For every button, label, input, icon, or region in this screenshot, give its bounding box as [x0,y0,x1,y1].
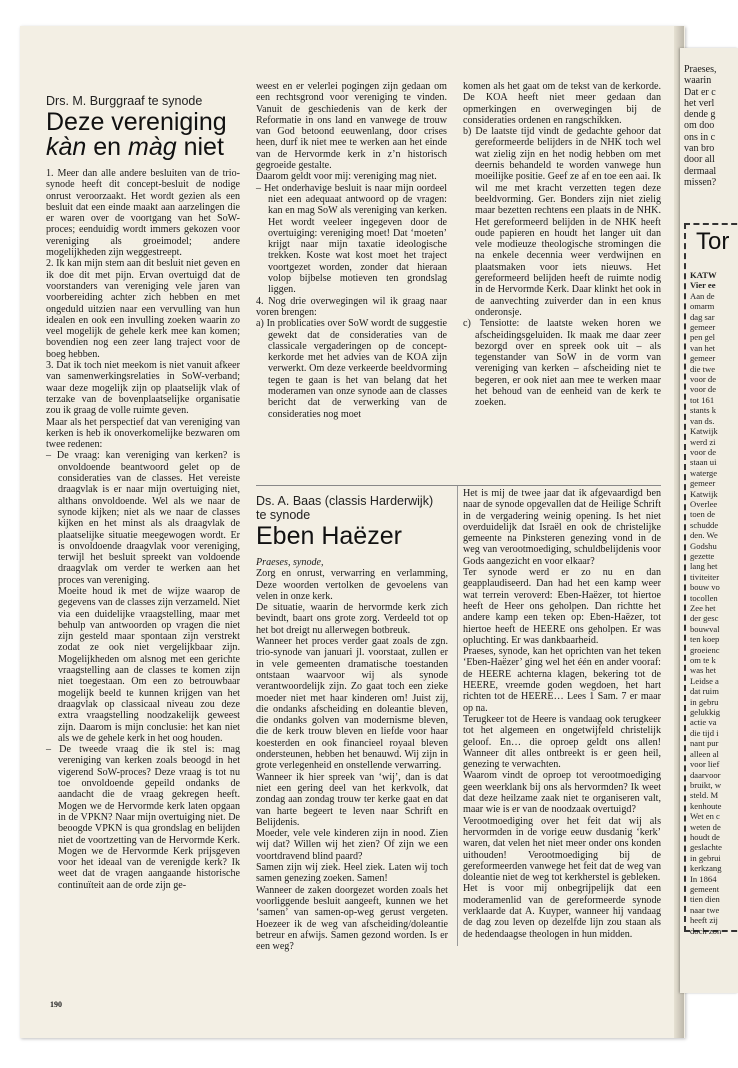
text-line: van ds. [690,415,715,426]
page-number: 190 [50,1000,62,1009]
text-line: omarm [690,301,715,312]
text-line: doch zon [690,925,722,936]
text-line: ons in c [684,131,716,143]
text-line: dermaal [684,165,717,177]
paragraph: Maar als het perspectief dat van vereniging van kerken is heb ik onoverkomelijke bezwaren om twee redenen: [46,416,240,451]
text-line: tiviteiter [690,571,720,582]
paragraph: Moeite houd ik met de wijze waarop de gegevens van de classes zijn verzameld. Niet via een duidelijke vraagstelling, maar met behulp van antwoorden op vragen die niet zijn gesteld maar spontaan zijn verstrekt zodat ze ook niet vergelijkbaar zijn. Mogelijkheden om alsnog met een gerichte vraagstelling aan de classes te komen zijn niet toegestaan. Om een zo betrouwbaar mogelijk beeld te kunnen krijgen van het draagvlak op classicaal niveau zou deze extra vraagstelling noodzakelijk geweest zijn. Daarom is mijn conclusie: het kan niet als we de gehele kerk in het oog houden. [58,585,240,744]
list-paragraph: a) In problicaties over SoW wordt de suggestie gewekt dat de consideraties van de classicale vergaderingen op de concept-kerkorde met het advies van de KOA zijn verwerkt. Om deze verkeerde beeldvorming tegen te gaan is het van belang dat het moderamen van onze synode aan de classes bericht dat de verwerking van de consideraties nog moet [256,318,447,420]
text-line: Leidse a [690,675,719,686]
text-line: geslachte [690,842,722,853]
text-line: tocollen [690,592,718,603]
text-line: Praeses, [684,64,717,75]
text-line: om te k [690,655,716,666]
text-line: dende g [684,109,716,121]
magazine-page [20,26,685,1038]
paragraph: Het is mij de twee jaar dat ik afgevaardigd ben naar de synode opgevallen dat de Heilige Schrift in de vergadering weinig opening. Is het niet overduidelijk dat Israël en ook de christelijke gemeente na Pinksteren genezing vond in de weg van verootmoediging, schuldbelijdenis voor Gods aangezicht en voor elkaar? [463,488,661,567]
paragraph: weest en er velerlei pogingen zijn gedaan om een rechtsgrond voor vereniging te vinden. Vanuit de geschiedenis van de kerk der Reformatie in ons land en vanwege de trouw van God betoond eeuwenlang, door crises heen, durf ik niet mee te werken aan het einde van de Hervormde kerk in z’n historisch gegroeide gestalte. [256,81,447,172]
headline-niet: niet [176,133,224,161]
text-line: Aan de [690,290,715,301]
text-line: KATW [690,270,717,280]
paragraph: Moeder, vele vele kinderen zijn in nood. Zien wij dat? Willen wij het zien? Of zijn we een voortdravend blind paard? [256,828,448,862]
text-line: door all [684,154,715,166]
text-line: gemeent [690,883,720,894]
text-line: groeienc [690,644,720,655]
text-line: missen? [684,176,717,188]
article1-byline: Drs. M. Burggraaf te synode [46,94,203,108]
paragraph: Samen zijn wij ziek. Heel ziek. Laten wij toch samen genezing zoeken. Samen! [256,862,448,885]
text-line: Dat er c [684,86,716,98]
paragraph: Daarom geldt voor mij: vereniging mag niet. [256,171,437,183]
article-separator-rule [256,485,661,486]
headline-en: en [86,133,129,161]
text-line: gelukkig [690,707,721,718]
text-line: heeft zij [690,915,718,926]
text-line: waterge [690,467,718,478]
article1-column-1 [46,94,240,891]
headline-kan: kàn [46,133,87,161]
text-line: het verl [684,97,715,109]
article2-column-1 [256,494,448,952]
list-paragraph: b) De laatste tijd vindt de gedachte gehoor dat gereformeerde belijders in de NHK toch wel wat zielig zijn en het nodig hebben om met deernis behandeld te worden vanwege hun moeilijke positie. Geef ze af en toe een aai. Ik wil me met kracht verzetten tegen deze beeldvorming. Ger. Bonders zijn niet zielig maar bezetten rechtens een plaats in de NHK. Het gereformeerd belijden in de NHK heeft oude papieren en houdt het langer uit dan vele modieuze theologische stromingen die na enkele decennia weer verdwijnen en plaatsmaken voor iets nieuws. Het gereformeerd belijden heeft de ruimte nodig in de Hervormde Kerk. Daar klinkt het ook in de aanvechting zuiverder dan in een knus onderonsje. [463,126,661,318]
text-line: nant pur [690,738,719,749]
text-line: kerkzang [690,863,722,874]
article1-column-2 [256,81,447,420]
paragraph: 2. Ik kan mijn stem aan dit besluit niet geven en ik doe dit met pijn. Ervan overtuigd dat de voorstanders van vereniging vele jaren van voorbereiding achter zich hebben en met ongeduld uitzien naar een vervulling van hun idealen en ook een invulling zoeken waarin zo veel mogelijk de gehele kerk mee kan komen; bovendien nog een zeer lang traject voor de boeg hebben. [46,258,240,360]
text-line: voor de [690,446,717,457]
text-line: Katwijk [690,488,718,499]
facing-page-fragment [680,48,738,993]
text-line: pen gel [690,332,716,343]
paragraph: Ter synode werd er zo nu en dan geapplaudiseerd. Dan had het een kamp weer wat terrein veroverd: Eben-Haëzer, tot hiertoe heeft de Heer ons geholpen. Dan richtte het andere kamp een teken op: Eben-Haëzer, tot hiertoe heeft de HEERE ons geholpen. Er was opluchting. Er was dankbaarheid. [463,567,661,646]
text-line: steld. M [690,790,719,801]
text-line: die tijd i [690,727,719,738]
text-line: in gebru [690,696,719,707]
paragraph: De situatie, waarin de hervormde kerk zich bevindt, baart ons grote zorg. Verdeeld tot op het bot dreigt nu allerwegen botbreuk. [256,602,448,636]
facing-page-box-headline: Tor [696,228,730,255]
paragraph: Wanneer de zaken doorgezet worden zoals het voorliggende besluit aangeeft, kunnen we het ‘samen’ van samen-op-weg gerust vergeten. Hoezeer ik de weg van afscheiding/doleantie betreur en afwijs. Samen gezond worden. Is er een weg? [256,884,448,953]
text-line: Katwijk [690,426,718,437]
text-line: gemeer [690,322,716,333]
text-line: werd zi [690,436,716,447]
text-line: actie va [690,717,717,728]
text-line: waarin [684,75,712,87]
text-line: houdt de [690,831,720,842]
text-line: Zee het [690,603,716,613]
text-line: bouwval [690,623,720,634]
text-line: gezette [690,550,715,561]
text-line: dag sar [690,311,715,322]
text-line: staan ui [690,457,717,468]
paragraph: komen als het gaat om de tekst van de kerkorde. De KOA heeft niet meer gedaan dan opmerkingen en overwegingen bij de consideraties ordenen en rangschikken. [463,81,661,126]
paragraph: 1. Meer dan alle andere besluiten van de trio-synode heeft dit concept-besluit de nodige onrust veroorzaakt. Het wordt gezien als een besluit dat een einde maakt aan aarzelingen die er waren over de voortgang van het SoW-proces; eenduidig wordt immers gekozen voor vereniging als groeimodel; andere mogelijkheden zijn weggestreept. [46,168,240,259]
text-line: stants k [690,405,717,416]
paragraph: 4. Nog drie overwegingen wil ik graag naar voren brengen: [256,295,447,318]
paragraph: 3. Dat ik toch niet meekom is niet vanuit afkeer van samenwerkingsrelaties in SoW-verband; waar deze mogelijk zijn op plaatselijk vlak of terzake van de bovenplaatselijke organisatie zou ik graag de volle ruimte geven. [46,360,240,417]
text-line: dat ruim [690,686,719,697]
text-line: voor lief [690,759,720,770]
text-line: die twe [690,363,716,374]
text-line: kenhoute [690,800,722,811]
headline-mag: màg [128,133,177,161]
list-paragraph: – De tweede vraag die ik stel is: mag vereniging van kerken zoals beoogd in het vigerend SoW-proces? Deze vraag is tot nu toe onvoldoende gepeild ondanks de aandacht die de vraag gekregen heeft. Mogen we de Hervormde kerk laten opgaan in de VPKN? Naar mijn overtuiging niet. De beoogde VPKN is qua grondslag en belijden niet de voortzetting van de Hervormde Kerk. Mogen we de Hervormde Kerk prijsgeven voor het ideaal van de verenigde kerk? Ik weet dat de vragen aangaande historische continuïteit aan de orde zijn ge- [46,744,240,891]
text-line: naar twe [690,904,720,915]
article2-byline [256,494,448,522]
text-line: om doo [684,120,715,132]
paragraph: Het is voor mij onbegrijpelijk dat een moderamenlid van de gereformeerde synode verklaarde dat A. Kuyper, wanneer hij vandaag de dag zou leven op dezelfde lijn zou staan als de hedendaagse theologen in hun midden. [463,883,661,940]
article2-headline: Eben Haëzer [256,522,402,550]
text-line: toen de [690,509,716,520]
text-line: was het [690,665,717,676]
text-line: Wet en c [690,811,720,822]
article1-headline [46,110,240,160]
text-line: voor de [690,374,717,385]
text-line: ten koep [690,634,720,645]
paragraph: Wanneer het proces verder gaat zoals de zgn. trio-synode van januari jl. voorstaat, zullen er in vele gemeenten dramatische toestanden ontstaan waarvoor wij als synode verantwoordelijk zijn. Zo gaat toch een zieke moeder niet met haar kinderen om! Juist zij, die ondanks afscheiding en doleantie bleven, die ondanks golven van modernisme bleven, die de kerk trouw bleven en liefde voor haar koesterden en ook financieel royaal bleven ondersteunen, hebben het benauwd. Wij zijn in grote verlegenheid en onstellende verwarring. [256,636,448,772]
paragraph: Praeses, synode, kan het oprichten van het teken ‘Eben-Haëzer’ ging wel het één en ander vooraf: de HEERE achterna klagen, bekering tot de HEERE, vreemde goden wegdoen, het hart richten tot de HEERE… Lees 1 Sam. 7 er maar op na. [463,646,661,714]
paragraph: Wanneer ik hier spreek van ‘wij’, dan is dat niet een gering deel van het kerkvolk, dat zondag aan zondag trouw ter kerke gaat en dat van harte begeert te leven naar Schrift en Belijdenis. [256,771,448,828]
article2-byline-line2: te synode [256,508,311,522]
paragraph: Waarom vindt de oproep tot verootmoediging geen weerklank bij ons als hervormden? Ik weet dat deze heilzame zaak niet te organiseren valt, maar wie is er van de noodzaak overtuigd? [463,770,661,816]
paragraph: Terugkeer tot de Heere is vandaag ook terugkeer tot het algemeen en ongetwijfeld christelijk geloof. En… die oproep geldt ons allen! Wanneer dit alles ontbreekt is er geen heil, genezing te verwachten. [463,713,661,771]
text-line: alleen al [690,748,719,759]
facing-page-box-text [690,270,738,936]
text-line: van bro [684,143,715,155]
article2-byline-line1: Ds. A. Baas (classis Harderwijk) [256,494,434,508]
text-line: in gebrui [690,852,721,863]
list-paragraph: – De vraag: kan vereniging van kerken? is onvoldoende beantwoord gelet op de consideraties van de classes. Het vereiste draagvlak is er naar mijn overtuiging niet, althans onvoldoende. Wel als we naar de synode kijken; niet als we naar de classes kijken en het minst als als draagvlak de plaatselijke situatie meegewogen wordt. Er is onvoldoende draagvlak voor vereniging, terwijl het besluit spreekt van voldoende draagvlak om verder te werken aan het proces van vereniging. [46,450,240,586]
article1-headline-line1: Deze vereniging [46,108,227,136]
paragraph: Verootmoediging over het feit dat wij als hervormden in de vorige eeuw dusdanig ‘kerk’ waren, dat velen het niet meer onder ons konden uithouden! Verootmoediging bij de gereformeerden vanwege het feit dat de weg van doleantie niet de weg tot kerkherstel is gebleken. [463,815,661,884]
text-line: der gesc [690,613,719,624]
text-line: In 1864 [690,873,717,884]
list-paragraph: – Het onderhavige besluit is naar mijn oordeel niet een adequaat antwoord op de vragen: kan en mag SoW als vereniging van kerken. Het wordt veeleer ingegeven door de overtuiging: vereniging moet! Dat ‘moeten’ krijgt naar mijn taxatie ideologische trekken. Koste wat kost moet het traject voortgezet worden, zonder dat hieraan volop bijbelse motieven ten grondslag liggen. [256,182,447,296]
text-line: Vier ee [690,280,716,291]
text-line: tien dien [690,894,720,905]
text-line: van het [690,342,716,353]
text-line: bruikt, w [690,779,722,790]
article1-column-3 [463,81,661,409]
salutation: Praeses, synode, [256,557,324,568]
column-rule [457,486,458,946]
text-line: lang het [690,561,718,572]
text-line: schudde [690,519,719,530]
text-line: voor de [690,384,717,395]
text-line: tot 161 [690,394,715,405]
text-line: Overlee [690,498,718,509]
text-line: bouw vo [690,582,720,593]
text-line: den. We [690,530,718,541]
list-paragraph: c) Tensiotte: de laatste weken horen we afscheidingsgeluiden. Ik maak me daar zeer bezorgd over en spreek ook uit – als tegenstander van SoW in de vorm van vereniging van kerken – afscheiding niet te begeren, er ook niet aan mee te werken maar het behoud van de eenheid van de kerk te zoeken. [463,318,661,409]
text-line: daarvoor [690,769,721,780]
facing-page-top-text [684,64,738,188]
text-line: gemeer [690,353,716,364]
paragraph: Zorg en onrust, verwarring en verlamming, Deze woorden vertolken de gevoelens van velen in onze kerk. [256,568,448,602]
article2-column-2 [463,488,661,940]
text-line: weten de [690,821,721,832]
text-line: gemeer [690,478,716,489]
text-line: Godshu [690,540,717,551]
